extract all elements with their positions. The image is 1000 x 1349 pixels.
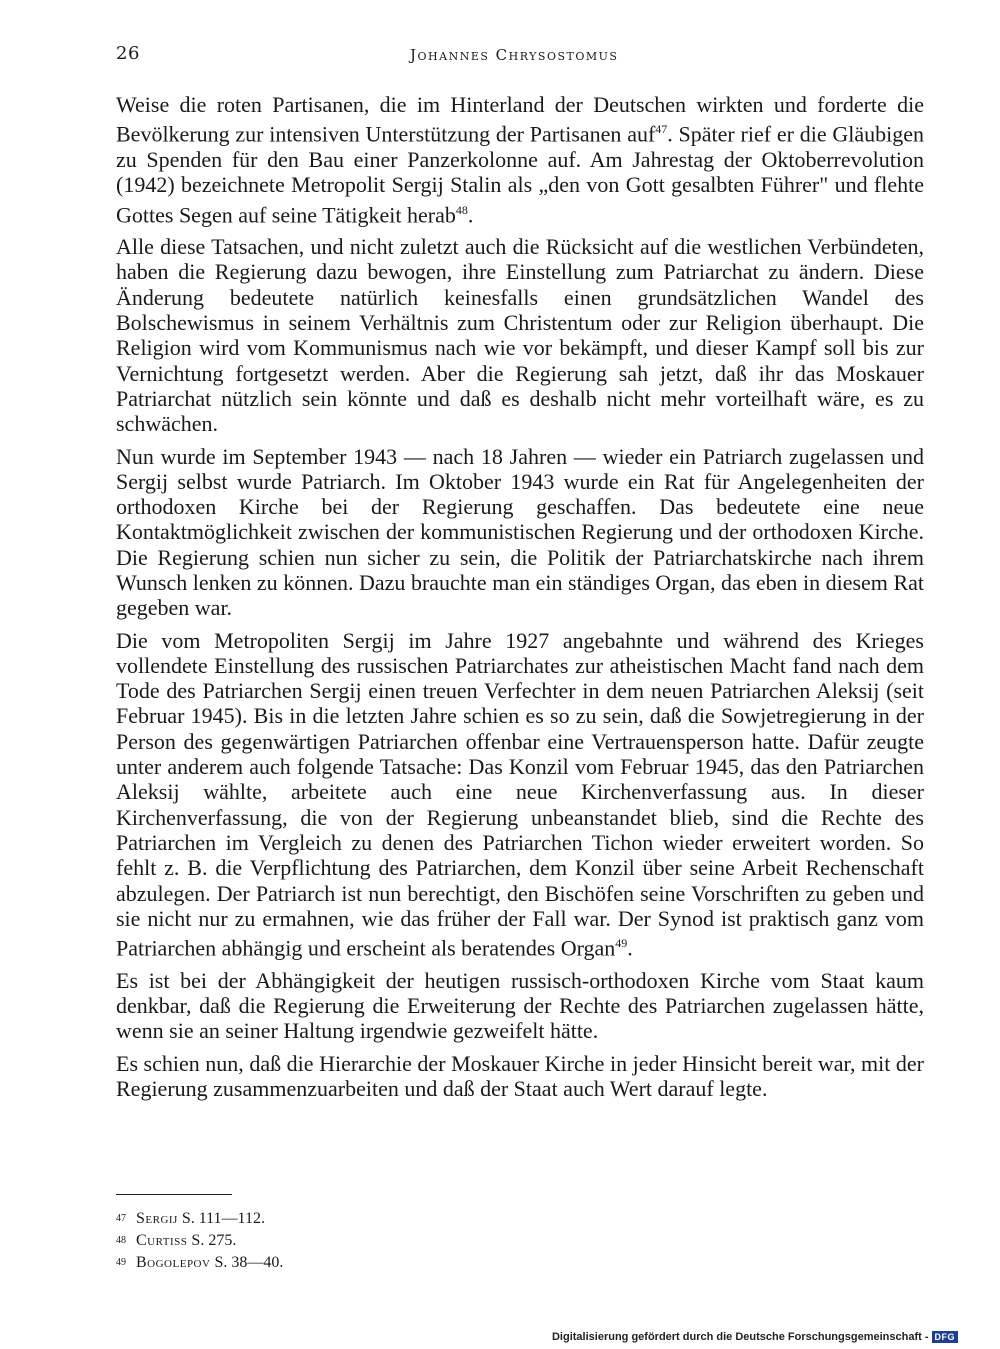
footnote-divider (116, 1194, 232, 1195)
body-text (116, 92, 924, 1108)
footnote (116, 1208, 716, 1230)
footnote (116, 1252, 716, 1274)
footnote-ref-47: 47 (655, 122, 668, 137)
footnote-number: 48 (116, 1235, 126, 1246)
page-number: 26 (116, 43, 140, 64)
footnote-number: 47 (116, 1213, 126, 1224)
paragraph-1-text-c: . (467, 201, 474, 227)
paragraph-1-text-b: . Später rief er die Gläubigen zu Spenden für den Bau einer Panzerkolonne auf. Am Jahrestag der Oktoberrevolution (1942) bezeichnete Metropolit Sergij Stalin als „den von Gott gesalbten Führer" und flehte Gottes Segen auf seine Tätigkeit herab (116, 121, 925, 227)
paragraph-5: Es ist bei der Abhängigkeit der heutigen russisch-orthodoxen Kirche vom Staat kaum denkbar, daß die Regierung die Erweiterung der Rechte des Patriarchen zugelassen hätte, wenn sie an seiner Haltung irgendwie gezweifelt hätte. (116, 967, 924, 1044)
paragraph-3: Nun wurde im September 1943 — nach 18 Jahren — wieder ein Patriarch zugelassen und Sergij selbst wurde Patriarch. Im Oktober 1943 wurde ein Rat für Angelegenheiten der orthodoxen Kirche bei der Regierung geschaffen. Das bedeutete eine neue Kontaktmöglichkeit zwischen der kommunistischen Regierung und der orthodoxen Kirche. Die Regierung schien nun sicher zu sein, die Politik der Patriarchatskirche nach ihrem Wunsch lenken zu können. Dazu brauchte man ein ständiges Organ, das eben in diesem Rat gegeben war. (116, 443, 924, 621)
paragraph-4-text-a: Die vom Metropoliten Sergij im Jahre 1927 angebahnte und während des Krieges vollendete Einstellung des russischen Patriarchates zur atheistischen Macht fand nach dem Tode des Patriarchen Sergij einen treuen Verfechter in dem neuen Patriarchen Aleksij (seit Februar 1945). Bis in die letzten Jahre schien es so zu sein, daß die Sowjetregierung in der Person des gegenwärtigen Patriarchen offenbar eine Vertrauensperson hatte. Dafür zeugte unter anderem auch folgende Tatsache: Das Konzil vom Februar 1945, das den Patriarchen Aleksij wählte, arbeitete auch eine neue Kirchenverfassung aus. In dieser Kirchenverfassung, die von der Regierung unbeanstandet blieb, sind die Rechte des Patriarchen im Vergleich zu denen des Patriarchen Tichon wieder erweitert worden. So fehlt z. B. die Verpflichtung des Patriarchen, dem Konzil über seine Arbeit Rechenschaft abzulegen. Der Patriarch ist nun berechtigt, den Bischöfen seine Vorschriften zu geben und sie nicht nur zu ermahnen, wie das früher der Fall war. Der Synod ist praktisch ganz vom Patriarchen abhängig und erscheint als beratendes Organ (116, 627, 924, 961)
footnote-author: Bogolepov (136, 1254, 211, 1271)
digitization-credit (552, 1331, 958, 1343)
footnote-ref-48: 48 (455, 202, 468, 217)
dfg-logo-icon: DFG (932, 1331, 959, 1343)
digitization-text: Digitalisierung gefördert durch die Deutsche Forschungsgemeinschaft - (551, 1331, 929, 1343)
footnote-author: Curtiss (136, 1232, 188, 1249)
footnote-author: Sergij (136, 1210, 178, 1227)
footnotes (116, 1208, 716, 1274)
paragraph-4-text-b: . (627, 935, 633, 961)
footnote-ref: S. 38—40. (214, 1254, 284, 1271)
paragraph-1 (116, 92, 924, 227)
paragraph-2: Alle diese Tatsachen, und nicht zuletzt auch die Rücksicht auf die westlichen Verbündeten, haben die Regierung dazu bewogen, ihre Einstellung zum Patriarchat zu ändern. Diese Änderung bedeutete natürlich keinesfalls einen grundsätzlichen Wandel des Bolschewismus in seinem Verhältnis zum Christentum oder zur Religion überhaupt. Die Religion wird vom Kommunismus nach wie vor bekämpft, und dieser Kampf soll bis zur Vernichtung fortgesetzt werden. Aber die Regierung sah jetzt, daß ihr das Moskauer Patriarchat nützlich sein könnte und daß es deshalb nicht mehr vorteilhaft wäre, es zu schwächen. (116, 234, 924, 437)
footnote-ref: S. 111—112. (181, 1210, 265, 1227)
footnote-ref-49: 49 (615, 936, 628, 951)
paragraph-4 (116, 628, 924, 961)
footnote-ref: S. 275. (191, 1232, 237, 1249)
running-head: Johannes Chrysostomus (410, 46, 619, 64)
footnote-number: 49 (116, 1257, 126, 1268)
paragraph-6: Es schien nun, daß die Hierarchie der Moskauer Kirche in jeder Hinsicht bereit war, mit der Regierung zusammenzuarbeiten und daß der Staat auch Wert darauf legte. (116, 1050, 924, 1101)
paragraph-1-text-a: Weise die roten Partisanen, die im Hinterland der Deutschen wirkten und forderte die Bevölkerung zur intensiven Unterstützung der Partisanen auf (116, 92, 924, 147)
footnote (116, 1230, 716, 1252)
